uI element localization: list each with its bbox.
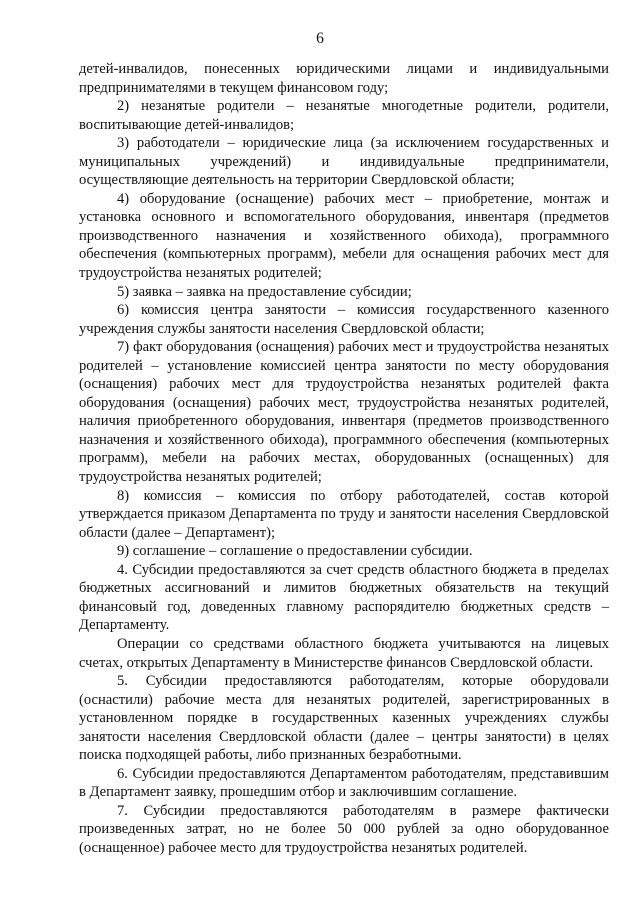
paragraph-section-4: 4. Субсидии предоставляются за счет средств областного бюджета в пределах бюджетных ассигнований и лимитов бюджетных обязательств на текущий финансовый год, доведенных главному распорядителю бюджетных средств – Департаменту. [79, 561, 609, 634]
paragraph-definition-6: 6) комиссия центра занятости – комиссия государственного казенного учреждения службы занятости населения Свердловской области; [79, 302, 609, 337]
paragraph-section-7: 7. Субсидии предоставляются работодателям в размере фактически произведенных затрат, но не более 50 000 рублей за одно оборудованное (оснащенное) рабочее место для трудоустройства незанятых родителей. [79, 802, 609, 856]
paragraph-definition-4: 4) оборудование (оснащение) рабочих мест – приобретение, монтаж и установка основного и вспомогательного оборудования, инвентаря (предметов производственного назначения и хозяйственного обихода), программного обеспечения (компьютерных программ), мебели для оснащения рабочих мест для трудоустройства незанятых родителей; [79, 190, 609, 282]
paragraph-definition-3: 3) работодатели – юридические лица (за исключением государственных и муниципальных учреждений) и индивидуальные предприниматели, осуществляющие деятельность на территории Свердловской области; [79, 135, 609, 189]
paragraph-definition-2: 2) незанятые родители – незанятые многодетные родители, родители, воспитывающие детей-инвалидов; [79, 98, 609, 133]
paragraph-definition-8: 8) комиссия – комиссия по отбору работодателей, состав которой утверждается приказом Департамента по труду и занятости населения Свердловской области (далее – Департамент); [79, 487, 609, 541]
paragraph-definition-9: 9) соглашение – соглашение о предоставлении субсидии. [117, 543, 473, 560]
document-body [79, 60, 609, 858]
paragraph-section-5: 5. Субсидии предоставляются работодателям, которые оборудовали (оснастили) рабочие места для незанятых родителей, зарегистрированных в установленном порядке в государственных казенных учреждениях службы занятости населения Свердловской области (далее – центры занятости) в целях поиска подходящей работы, либо признанных безработными. [79, 673, 609, 764]
paragraph-definition-7: 7) факт оборудования (оснащения) рабочих мест и трудоустройства незанятых родителей – установление комиссией центра занятости по месту оборудования (оснащения) рабочих мест для трудоустройства незанятых родителей факта оборудования (оснащения) рабочих мест, трудоустройства незанятых родителей, наличия приобретенного оборудования, инвентаря (предметов производственного назначения и хозяйственного обихода), программного обеспечения (компьютерных программ), мебели на рабочих местах, оборудованных (оснащенных) для трудоустройства незанятых родителей; [79, 339, 609, 486]
paragraph-budget-operations: Операции со средствами областного бюджета учитываются на лицевых счетах, открытых Департаменту в Министерстве финансов Свердловской области. [79, 635, 609, 671]
paragraph-section-6: 6. Субсидии предоставляются Департаментом работодателям, представившим в Департамент заявку, прошедшим отбор и заключившим соглашение. [79, 765, 609, 801]
page-number: 6 [316, 30, 324, 47]
paragraph-continuation: детей-инвалидов, понесенных юридическими лицами и индивидуальными предпринимателями в текущем финансовом году; [79, 61, 609, 96]
paragraph-definition-5: 5) заявка – заявка на предоставление субсидии; [117, 283, 412, 300]
